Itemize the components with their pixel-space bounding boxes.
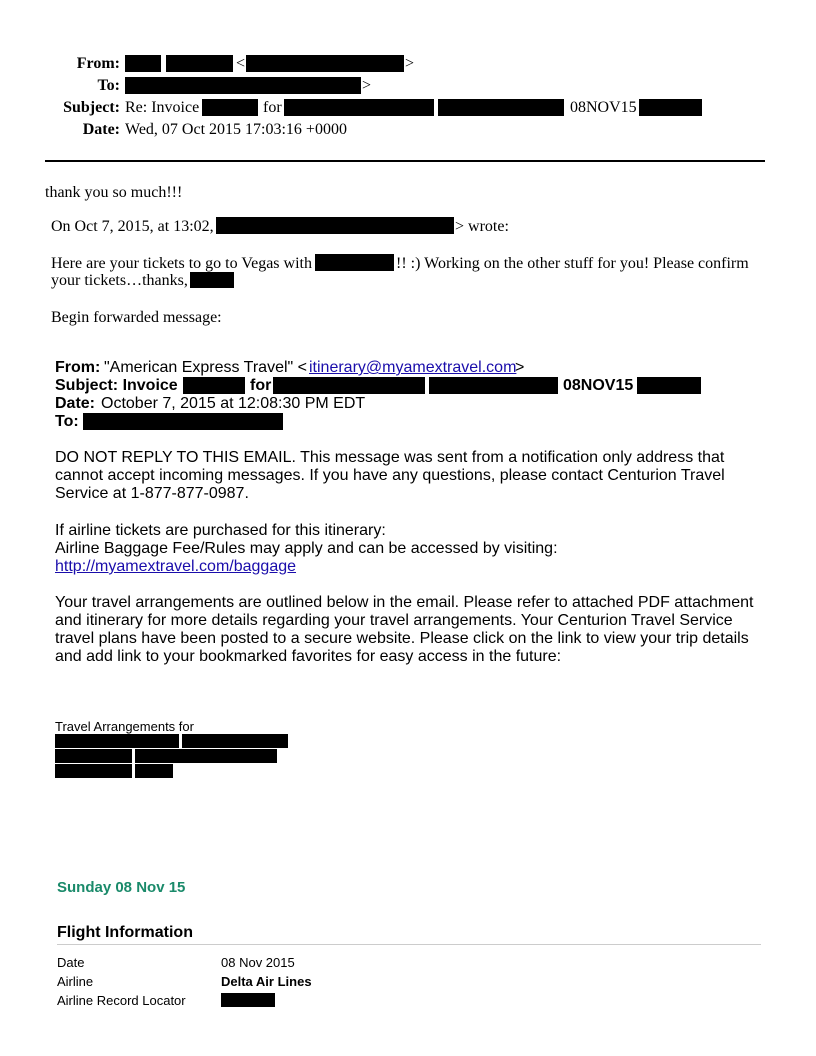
redaction-block (55, 764, 132, 778)
date-value: Wed, 07 Oct 2015 17:03:16 +0000 (125, 121, 347, 138)
travel-line: travel plans have been posted to a secure website. Please click on the link to view your trip details (55, 630, 749, 647)
redaction-block (639, 99, 702, 116)
to-gt: > (362, 77, 372, 94)
redaction-block (202, 99, 258, 116)
airline-line: If airline tickets are purchased for this itinerary: (55, 522, 386, 539)
row-label: Airline (57, 974, 94, 989)
fwd-to-label: To: (55, 413, 79, 430)
begin-forwarded: Begin forwarded message: (51, 309, 222, 326)
from-label: From: (76, 55, 120, 72)
redaction-block (166, 55, 233, 72)
travel-line: and add link to your bookmarked favorites for easy access in the future: (55, 648, 562, 665)
row-value: 08 Nov 2015 (221, 955, 295, 970)
date-label: Date: (82, 121, 120, 138)
to-label: To: (97, 77, 120, 94)
travel-line: and itinerary for more details regarding your travel arrangements. Your Centurion Travel Service (55, 612, 733, 629)
airline-line: Airline Baggage Fee/Rules may apply and can be accessed by visiting: (55, 540, 558, 557)
redaction-block (284, 99, 434, 116)
redaction-block (135, 749, 277, 763)
noreply-line: DO NOT REPLY TO THIS EMAIL. This message was sent from a notification only address that (55, 449, 725, 466)
from-lt: < (236, 55, 246, 72)
quote-attribution-suffix: > wrote: (455, 218, 509, 235)
row-label: Airline Record Locator (57, 993, 186, 1008)
fwd-subject-label: Subject: Invoice (55, 377, 178, 394)
fwd-subject-date: 08NOV15 (563, 377, 634, 394)
fwd-from-label: From: (55, 359, 101, 376)
redaction-block (55, 749, 132, 763)
fwd-from-gt: > (515, 359, 525, 376)
redaction-block (135, 764, 173, 778)
redaction-block (637, 377, 701, 394)
redaction-block (273, 377, 425, 394)
quoted-paragraph-line: your tickets…thanks, (51, 272, 188, 289)
redaction-block (429, 377, 558, 394)
row-value: Delta Air Lines (221, 974, 312, 989)
quote-attribution: On Oct 7, 2015, at 13:02, (51, 218, 214, 235)
redaction-block (190, 272, 234, 288)
day-heading: Sunday 08 Nov 15 (57, 879, 186, 896)
redaction-block (83, 413, 283, 430)
fwd-date-value: October 7, 2015 at 12:08:30 PM EDT (101, 395, 366, 412)
redaction-block (125, 77, 361, 94)
fwd-from-name: "American Express Travel" < (104, 359, 307, 376)
travel-line: Your travel arrangements are outlined below in the email. Please refer to attached PDF attachment (55, 594, 754, 611)
subject-for: for (263, 99, 282, 116)
subject-re: Re: Invoice (125, 99, 200, 116)
from-gt: > (405, 55, 415, 72)
fwd-subject-for: for (250, 377, 272, 394)
reply-thanks: thank you so much!!! (45, 184, 183, 201)
subject-label: Subject: (63, 99, 120, 116)
redaction-block (315, 254, 394, 271)
redaction-block (182, 734, 288, 748)
redaction-block (125, 55, 161, 72)
quoted-paragraph-line: Here are your tickets to go to Vegas with (51, 255, 312, 272)
noreply-line: Service at 1-877-877-0987. (55, 485, 249, 502)
section-title: Flight Information (57, 924, 193, 941)
fwd-date-label: Date: (55, 395, 96, 412)
redaction-block (438, 99, 564, 116)
noreply-line: cannot accept incoming messages. If you have any questions, please contact Centurion Travel (55, 467, 725, 484)
redaction-block (55, 734, 179, 748)
redaction-block (246, 55, 404, 72)
section-divider (57, 944, 761, 945)
redaction-block (216, 217, 454, 234)
redaction-block (221, 993, 275, 1007)
arrangements-for: Travel Arrangements for (55, 719, 194, 734)
subject-date: 08NOV15 (570, 99, 637, 116)
fwd-from-email-link[interactable]: itinerary@myamextravel.com (309, 359, 517, 376)
redaction-block (183, 377, 245, 394)
baggage-link[interactable]: http://myamextravel.com/baggage (55, 558, 297, 575)
row-label: Date (57, 955, 85, 970)
quoted-paragraph-line: !! :) Working on the other stuff for you! Please confirm (396, 255, 749, 272)
header-divider (45, 160, 765, 162)
